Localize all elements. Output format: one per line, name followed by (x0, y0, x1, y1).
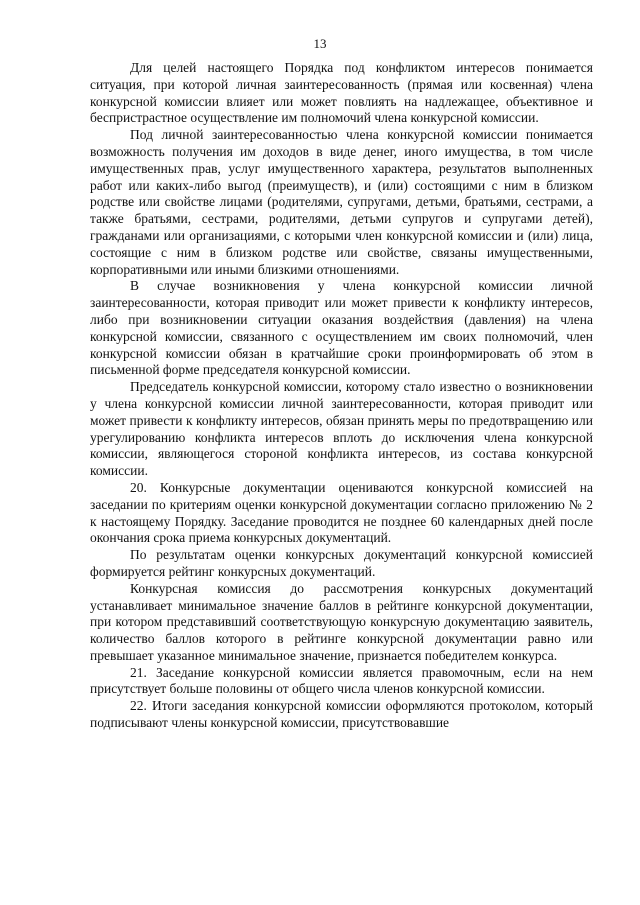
paragraph-minimum-score: Конкурсная комиссия до рассмотрения конкурсных документаций устанавливает минимальное значение баллов в рейтинге конкурсной документации, при котором представивший соответствующую конкурсную документацию заявитель, количество баллов которого в рейтинге конкурсной документации равно или превышает указанное минимальное значение, признается победителем конкурса. (90, 580, 593, 663)
paragraph-item-22-protocol: 22. Итоги заседания конкурсной комиссии оформляются протоколом, который подписывают члены конкурсной комиссии, присутствовавшие (90, 698, 593, 731)
paragraph-rating-formation: По результатам оценки конкурсных документаций конкурсной комиссией формируется рейтинг конкурсных документаций. (90, 547, 593, 579)
paragraph-item-21-quorum: 21. Заседание конкурсной комиссии является правомочным, если на нем присутствует больше половины от общего числа членов конкурсной комиссии. (90, 664, 593, 697)
paragraph-member-notification-duty: В случае возникновения у члена конкурсной комиссии личной заинтересованности, которая приводит или может привести к конфликту интересов, либо при возникновении ситуации оказания воздействия (давления) на члена конкурсной комиссии, связанного с осуществлением им своих полномочий, член конкурсной комиссии обязан в кратчайшие сроки проинформировать об этом в письменной форме председателя конкурсной комиссии. (90, 278, 593, 378)
paragraph-personal-interest-definition: Под личной заинтересованностью члена конкурсной комиссии понимается возможность получения им доходов в виде денег, иного имущества, в том числе имущественных прав, услуг имущественного характера, результатов выполненных работ или каких-либо выгод (преимуществ), и (или) состоящими с ним в близком родстве или свойстве лицами (родителями, супругами, детьми, братьями, сестрами, а также братьями, сестрами, родителями, детьми супругов и супругами детей), гражданами или организациями, с которыми член конкурсной комиссии и (или) лица, состоящие с ним в близком родстве или свойстве, связаны имущественными, корпоративными или иными близкими отношениями. (90, 127, 593, 277)
page-number: 13 (313, 36, 327, 51)
document-body (90, 60, 593, 732)
paragraph-conflict-of-interest-definition: Для целей настоящего Порядка под конфликтом интересов понимается ситуация, при которой личная заинтересованность (прямая или косвенная) члена конкурсной комиссии влияет или может повлиять на надлежащее, объективное и беспристрастное осуществление им полномочий члена конкурсной комиссии. (90, 60, 593, 126)
paragraph-chairman-measures: Председатель конкурсной комиссии, которому стало известно о возникновении у члена конкурсной комиссии личной заинтересованности, которая приводит или может привести к конфликту интересов, обязан принять меры по предотвращению или урегулированию конфликта интересов вплоть до исключения члена конкурсной комиссии, являющегося стороной конфликта интересов, из состава конкурсной комиссии. (90, 379, 593, 479)
paragraph-item-20-evaluation: 20. Конкурсные документации оцениваются конкурсной комиссией на заседании по критериям оценки конкурсной документации согласно приложению № 2 к настоящему Порядку. Заседание проводится не позднее 60 календарных дней после окончания срока приема конкурсных документаций. (90, 479, 593, 546)
